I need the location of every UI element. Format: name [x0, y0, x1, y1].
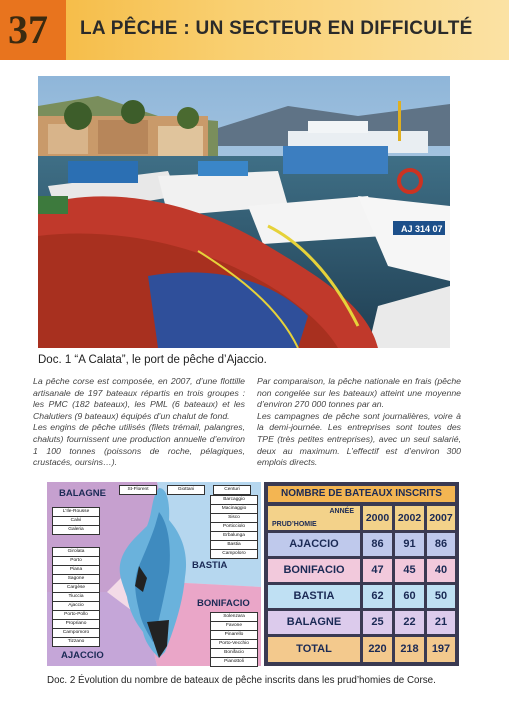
value-cell: 50: [427, 585, 455, 608]
town-label: Calvi: [52, 516, 100, 526]
doc2-caption: Doc. 2 Évolution du nombre de bateaux de pêche inscrits dans les prud’homies de Corse.: [47, 675, 436, 686]
chapter-number-box: [0, 0, 66, 60]
paragraph: La pêche corse est composée, en 2007, d’une flottille artisanale de 197 bateaux répartis en trois groupes : les PMC (182 bateaux), les PML (6 bateaux) et les Chalutiers (9 bateaux) équipés d’un chalut de fond.: [33, 376, 245, 421]
year-cell: 2007: [427, 506, 455, 530]
town-label: Solenzara: [210, 612, 258, 622]
value-cell: 91: [395, 533, 424, 556]
value-cell: 21: [427, 611, 455, 634]
town-label: Campoloro: [210, 549, 258, 559]
town-label: Bastia: [210, 540, 258, 550]
row-name: AJACCIO: [268, 533, 360, 556]
row-name: BALAGNE: [268, 611, 360, 634]
town-label: Porticciolo: [210, 522, 258, 532]
town-label: L'Ile-Rousse: [52, 507, 100, 517]
value-cell: 86: [427, 533, 455, 556]
harbor-illustration: [38, 76, 450, 348]
table-title: NOMBRE DE BATEAUX INSCRITS: [268, 486, 455, 502]
value-cell: 62: [363, 585, 392, 608]
total-row-name: TOTAL: [268, 637, 360, 662]
value-cell: 40: [427, 559, 455, 582]
boats-table: [264, 482, 459, 666]
value-cell: 86: [363, 533, 392, 556]
town-label: Galeria: [52, 525, 100, 535]
town-label: Porto-Pollo: [52, 610, 100, 620]
town-label: Cargèse: [52, 583, 100, 593]
paragraph: Les campagnes de pêche sont journalières, voire à la demi-journée. Les entreprises sont toutes des TPE (très petites entreprises), avec un seul salarié, deux au maximum. L’effectif est d’environ 300 emplois directs.: [257, 410, 461, 468]
value-cell: 22: [395, 611, 424, 634]
text-column-left: [33, 376, 245, 469]
town-label: Porto-Vecchio: [210, 639, 258, 649]
year-header: ANNÉE: [329, 508, 354, 515]
table-corner: [268, 506, 360, 530]
town-label: Propriano: [52, 619, 100, 629]
year-cell: 2002: [395, 506, 424, 530]
total-cell: 197: [427, 637, 455, 662]
town-label: Giottani: [167, 485, 205, 495]
chapter-number: 37: [8, 7, 48, 52]
row-name: BASTIA: [268, 585, 360, 608]
text-column-right: [257, 376, 461, 469]
town-label: Pianottoli: [210, 657, 258, 667]
town-label: Favone: [210, 621, 258, 631]
year-cell: 2000: [363, 506, 392, 530]
page-title: LA PÊCHE : UN SECTEUR EN DIFFICULTÉ: [80, 18, 473, 39]
town-label: Piana: [52, 565, 100, 575]
town-label: St-Florent: [119, 485, 157, 495]
town-label: Campomoro: [52, 628, 100, 638]
town-label: Macinaggio: [210, 504, 258, 514]
value-cell: 45: [395, 559, 424, 582]
town-label: Barcaggio: [210, 495, 258, 505]
value-cell: 60: [395, 585, 424, 608]
header-bar: [0, 0, 509, 60]
boat-registration: AJ 314 07: [401, 224, 443, 234]
harbor-photo: [38, 76, 450, 348]
town-label: Sagone: [52, 574, 100, 584]
town-label: Pinarello: [210, 630, 258, 640]
row-name: BONIFACIO: [268, 559, 360, 582]
town-label: Bonifacio: [210, 648, 258, 658]
doc1-caption: Doc. 1 “A Calata”, le port de pêche d’Ajaccio.: [38, 354, 267, 366]
value-cell: 25: [363, 611, 392, 634]
town-label: Centuri: [213, 485, 251, 495]
town-label: Sisco: [210, 513, 258, 523]
zone-ajaccio: AJACCIO: [61, 650, 104, 661]
paragraph: Les engins de pêche utilisés (filets trémail, palangres, chaluts) fournissent une production annuelle d’environ 1 100 tonnes (poissons de roche, pélagiques, crustacés, oursins…).: [33, 422, 245, 468]
town-label: Tizzano: [52, 637, 100, 647]
town-label: Tiuccia: [52, 592, 100, 602]
zone-bastia: BASTIA: [192, 560, 228, 571]
total-cell: 218: [395, 637, 424, 662]
prudhomie-header: PRUD’HOMIE: [272, 521, 317, 528]
town-label: Porto: [52, 556, 100, 566]
zone-balagne: BALAGNE: [59, 488, 106, 499]
town-label: Ajaccio: [52, 601, 100, 611]
town-label: Erbalunga: [210, 531, 258, 541]
zone-bonifacio: BONIFACIO: [197, 598, 250, 609]
town-label: Girolata: [52, 547, 100, 557]
total-cell: 220: [363, 637, 392, 662]
corsica-map: [47, 482, 261, 666]
paragraph: Par comparaison, la pêche nationale en frais (pêche non congelée sur les bateaux) atteint une moyenne d’environ 270 000 tonnes par an.: [257, 376, 461, 410]
value-cell: 47: [363, 559, 392, 582]
